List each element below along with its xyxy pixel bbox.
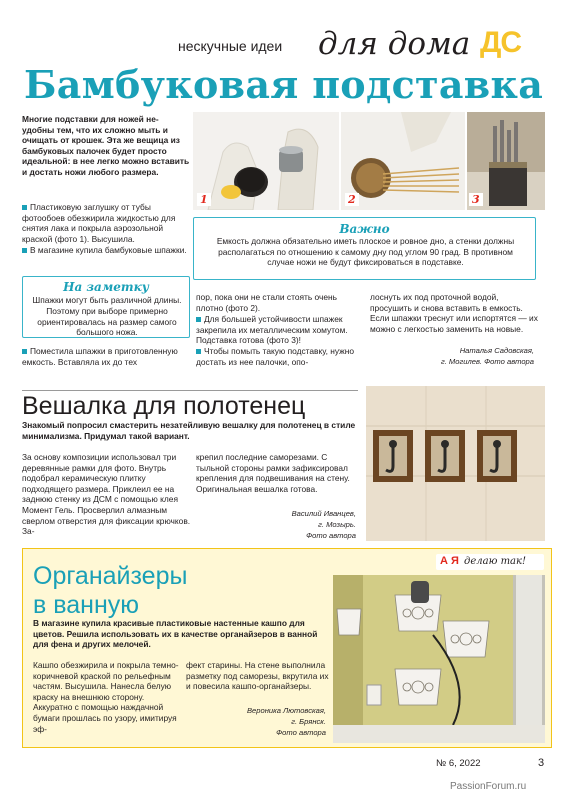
site-watermark: PassionForum.ru: [450, 781, 527, 792]
magazine-logo: ДС: [480, 26, 522, 59]
note-box: [22, 276, 190, 338]
article3-photo-credit: Фото автора: [276, 728, 326, 737]
article2-photo-credit: Фото автора: [306, 531, 356, 540]
article1-col2: пор, пока они не стали стоять очень плотно (фото 2).: [196, 292, 338, 313]
important-title: Важно: [339, 222, 390, 236]
article1-author: Наталья Садовская,: [459, 346, 534, 355]
page-number: 3: [538, 757, 545, 769]
important-text: Емкость должна обязательно иметь плоское и ровное дно, а стенки должны располагаться по отношению к самому дну под углом 90 град. В противном случае ножи не будут фиксироваться в подставке.: [216, 236, 515, 268]
article1-photo-1: [193, 112, 339, 210]
article3-col2: фект старины. На стене выполнила разметку под саморезы, вкрутила их и повесила кашпо-органайзеры.: [186, 660, 329, 692]
photo-number: 2: [345, 193, 359, 206]
article1-step-1: Пластиковую заглушку от тубы фотообоев обезжирила жидкостью для снятия лака и покрыла аэрозольной краской (фото 1). Высушила.: [22, 202, 176, 244]
article2-author: Василий Иванцев,: [291, 509, 356, 518]
article1-col3: лоснуть их под проточной водой, просушить и снова вставить в емкость. Если шпажки треснут или испортятся — их можно с легкостью заменить на новые.: [370, 292, 538, 334]
rubric-badge: [436, 554, 544, 570]
photo-number: 1: [197, 193, 211, 206]
article1-step-3: Поместила шпажки в приготовленную емкость. Вставляла их до тех: [22, 346, 178, 367]
article3-col1: Кашпо обезжирила и покрыла темно-коричневой краской по рельефным частям. Высушила. Нанесла белую краску на внешнюю сторону. Аккуратно с помощью наждачной бумаги прошлась по узору, имитируя эф-: [33, 660, 179, 734]
article3-city: г. Брянск.: [291, 717, 326, 726]
bullet-icon: [22, 349, 27, 354]
photo-number: 3: [469, 193, 483, 206]
header-section-title: для дома: [318, 26, 471, 62]
article1-step-2: В магазине купила бамбуковые шпажки.: [22, 245, 192, 256]
bullet-icon: [196, 349, 201, 354]
article1-title: Бамбуковая подставка: [24, 62, 544, 107]
rubric-badge-text: делаю так!: [464, 556, 527, 567]
article3-intro: В магазине купила красивые пластиковые настенные кашпо для цветов. Решила использовать их в качестве органайзеров в ванной для фена и других мелочей.: [33, 618, 318, 650]
article2-col1: За основу композиции использовал три деревянные рамки для фото. Внутрь подобрал керамическую плитку подходящего размера. Приклеил ее на заднюю стенку из ДСМ с помощью клея Момент Гель. Просверлил алмазным сверлом отверстия для фиксации крючков. За-: [22, 452, 191, 537]
section-divider: [22, 390, 358, 391]
bullet-icon: [196, 317, 201, 322]
header-kicker: нескучные идеи: [178, 38, 283, 54]
note-title: На заметку: [63, 280, 149, 294]
towel-rack-photo: [366, 386, 545, 541]
note-text: Шпажки могут быть различной длины. Поэтому при выборе примерно ориентировалась на размер самого большого ножа.: [32, 295, 182, 338]
article2-col2: крепил последние саморезами. С тыльной стороны рамки зафиксировал крепления для подвешивания на стену. Оригинальная вешалка готова.: [196, 452, 350, 494]
article1-photo-2: [341, 112, 465, 210]
article3-title-line2: в ванную: [33, 591, 139, 619]
article1-step-4: Для большей устойчивости шпажек закрепила их металлическим хомутом. Подставка готова (фото 3)!: [196, 314, 348, 346]
bullet-icon: [22, 205, 27, 210]
article3-author: Вероника Лютовская,: [246, 706, 326, 715]
article3-title-line1: Органайзеры: [33, 562, 188, 590]
article1-photo-3: [467, 112, 545, 210]
issue-number: № 6, 2022: [436, 758, 481, 769]
article2-title: Вешалка для полотенец: [22, 392, 306, 420]
important-box: [193, 217, 536, 280]
article1-step-5: Чтобы помыть такую подставку, нужно достать из нее палочки, опо-: [196, 346, 355, 367]
article2-city: г. Мозырь.: [318, 520, 356, 529]
article2-intro: Знакомый попросил смастерить незатейливую вешалку для полотенец в стиле минимализма. Придумал такой вариант.: [22, 420, 356, 441]
article1-city: г. Могилев. Фото автора: [440, 357, 534, 366]
rubric-badge-mark: А Я: [440, 555, 459, 567]
bullet-icon: [22, 248, 27, 253]
article1-intro: Многие подставки для ножей не-удобны тем, что их сложно мыть и очищать от крошек. Эта же вещица из бамбуковых палочек будет просто идеальной: в нее легко можно вставить и достать ножи любого размера.: [22, 114, 190, 177]
bathroom-organizer-photo: [333, 575, 545, 743]
